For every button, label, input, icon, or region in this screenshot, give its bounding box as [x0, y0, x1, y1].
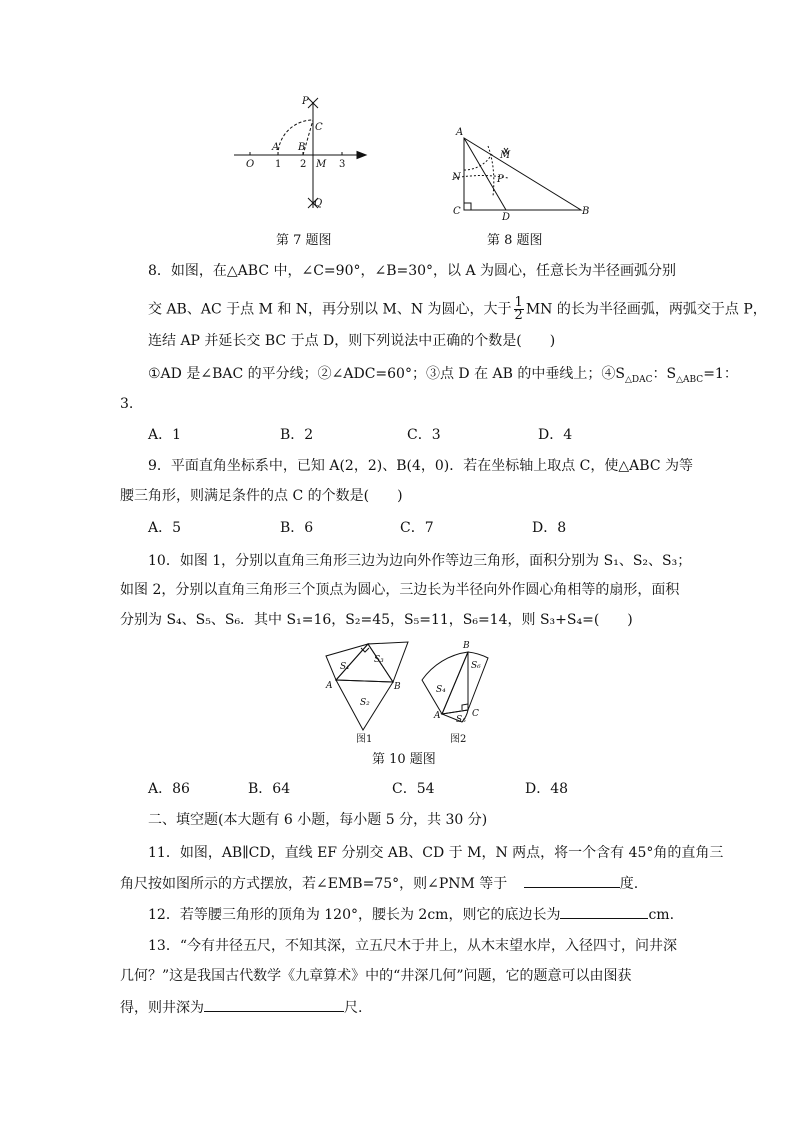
fig10-2-label-s5: S₅	[456, 715, 466, 725]
q10-line3: 分别为 S₄、S₅、S₆．其中 S₁=16，S₂=45，S₅=11，S₆=14，则 S₃+S₄=( )	[120, 612, 633, 628]
fig7-label-q: Q	[314, 198, 323, 209]
q8-option-a[interactable]: A．1	[148, 427, 182, 443]
q9-option-b[interactable]: B．6	[280, 520, 314, 536]
fig8-label-n: N	[452, 172, 461, 183]
number-line-arrow	[357, 152, 366, 159]
fig8-caption: 第 8 题图	[487, 233, 543, 248]
fig7-caption: 第 7 题图	[276, 233, 332, 248]
q8-line4: ①AD 是∠BAC 的平分线；②∠ADC=60°；③点 D 在 AB 的中垂线上；$④S_{\triangle DAC}$：$S_{\triangle ABC}=1$：	[148, 366, 738, 385]
fig7-label-p: P	[302, 96, 309, 107]
q9-line1: 9．平面直角坐标系中，已知 A(2，2)、B(4，0)．若在坐标轴上取点 C，使△ABC 为等	[148, 458, 693, 474]
right-angle-mark	[464, 203, 471, 210]
fig10-2-label-s4: S₄	[436, 685, 446, 695]
figure-10-1	[318, 636, 410, 746]
q10-option-b[interactable]: B．64	[248, 781, 291, 797]
q8-option-c[interactable]: C．3	[407, 427, 441, 443]
fig10-1-label-a: A	[326, 681, 333, 691]
q9-option-c[interactable]: C．7	[400, 520, 434, 536]
fig8-label-m: M	[500, 150, 511, 161]
section-2-heading: 二、填空题(本大题有 6 小题，每小题 5 分，共 30 分)	[148, 812, 488, 828]
fig7-label-c: C	[315, 122, 323, 133]
fig8-label-b: B	[582, 206, 590, 217]
q8-line3: 连结 AP 并延长交 BC 于点 D，则下列说法中正确的个数是( )	[148, 333, 556, 349]
fig7-label-b: B	[298, 142, 306, 153]
q9-option-a[interactable]: A．5	[148, 520, 182, 536]
fig10-1-label-s3: S₃	[374, 655, 384, 665]
q12-answer-blank[interactable]	[560, 904, 648, 919]
q10-option-d[interactable]: D．48	[525, 781, 569, 797]
q13-line1: 13．“今有井径五尺，不知其深，立五尺木于井上，从木末望水岸，入径四寸，问井深	[148, 938, 677, 954]
q11-line1: 11．如图，AB∥CD，直线 EF 分别交 AB、CD 于 M，N 两点，将一个含有 45°角的直角三	[148, 845, 724, 861]
fig8-label-c: C	[453, 206, 461, 217]
fig7-label-m: M	[316, 159, 327, 170]
q10-line1: 10．如图 1，分别以直角三角形三边为边向外作等边三角形，面积分别为 S₁、S₂、S₃；	[148, 553, 692, 569]
q11-answer-blank[interactable]	[524, 873, 620, 888]
fig8-label-a: A	[456, 127, 464, 138]
fig10-2-label-c: C	[472, 709, 479, 719]
q10-option-c[interactable]: C．54	[392, 781, 435, 797]
q13-line2: 几何？”这是我国古代数学《九章算术》中的“井深几何”问题，它的题意可以由图获	[120, 968, 632, 984]
figure-8	[448, 118, 598, 222]
fig10-1-label-b: B	[394, 682, 401, 692]
q8-option-b[interactable]: B．2	[280, 427, 314, 443]
fig7-tick-1: 1	[275, 159, 282, 170]
fig10-2-label-s6: S₆	[471, 661, 481, 671]
q8-line1: 8．如图，在△ABC 中，∠C=90°，∠B=30°，以 A 为圆心，任意长为半径画弧分别	[148, 263, 677, 279]
q13-answer-blank[interactable]	[204, 997, 344, 1012]
fig10-1-label-s1: S₁	[340, 662, 350, 672]
fig10-1-label-s2: S₂	[360, 698, 370, 708]
arc-ac	[278, 120, 313, 155]
q9-option-d[interactable]: D．8	[532, 520, 567, 536]
q13-line3: 得，则井深为 尺.	[120, 997, 362, 1018]
fig7-label-o: O	[246, 159, 255, 170]
fig8-label-d: D	[502, 212, 511, 222]
q11-line2: 角尺按如图所示的方式摆放，若∠EMB=75°，则∠PNM 等于 度.	[120, 873, 638, 894]
fig10-2-label-a: A	[434, 711, 441, 721]
fig8-label-p: P	[497, 174, 504, 185]
q10-line2: 如图 2，分别以直角三角形三个顶点为圆心，三边长为半径向外作圆心角相等的扇形，面积	[120, 582, 680, 598]
fig7-tick-3: 3	[339, 159, 346, 170]
figure-10-2	[418, 636, 498, 746]
q12-line: 12．若等腰三角形的顶角为 120°，腰长为 2cm，则它的底边长为 cm.	[148, 904, 674, 925]
fig10-2-label-b: B	[463, 641, 470, 651]
fig10-caption: 第 10 题图	[372, 752, 436, 767]
q10-option-a[interactable]: A．86	[148, 781, 190, 797]
fig7-tick-2: 2	[300, 159, 307, 170]
fig10-2-caption: 图2	[450, 734, 467, 745]
fig10-1-caption: 图1	[356, 734, 373, 745]
q8-option-d[interactable]: D．4	[538, 427, 573, 443]
q8-line5: 3.	[120, 396, 134, 412]
triangle-abc	[464, 138, 581, 210]
sector-s4	[422, 652, 468, 714]
fig7-label-a: A	[272, 142, 280, 153]
figure-7	[228, 92, 373, 217]
q9-line2: 腰三角形，则满足条件的点 C 的个数是( )	[120, 488, 403, 504]
fraction-one-half: $\frac{1}{2}$	[514, 295, 523, 323]
q8-line2: 交 AB、AC 于点 M 和 N，再分别以 M、N 为圆心，大于 $\frac{1}{2}$ MN 的长为半径画弧，两弧交于点 P，	[148, 295, 767, 323]
